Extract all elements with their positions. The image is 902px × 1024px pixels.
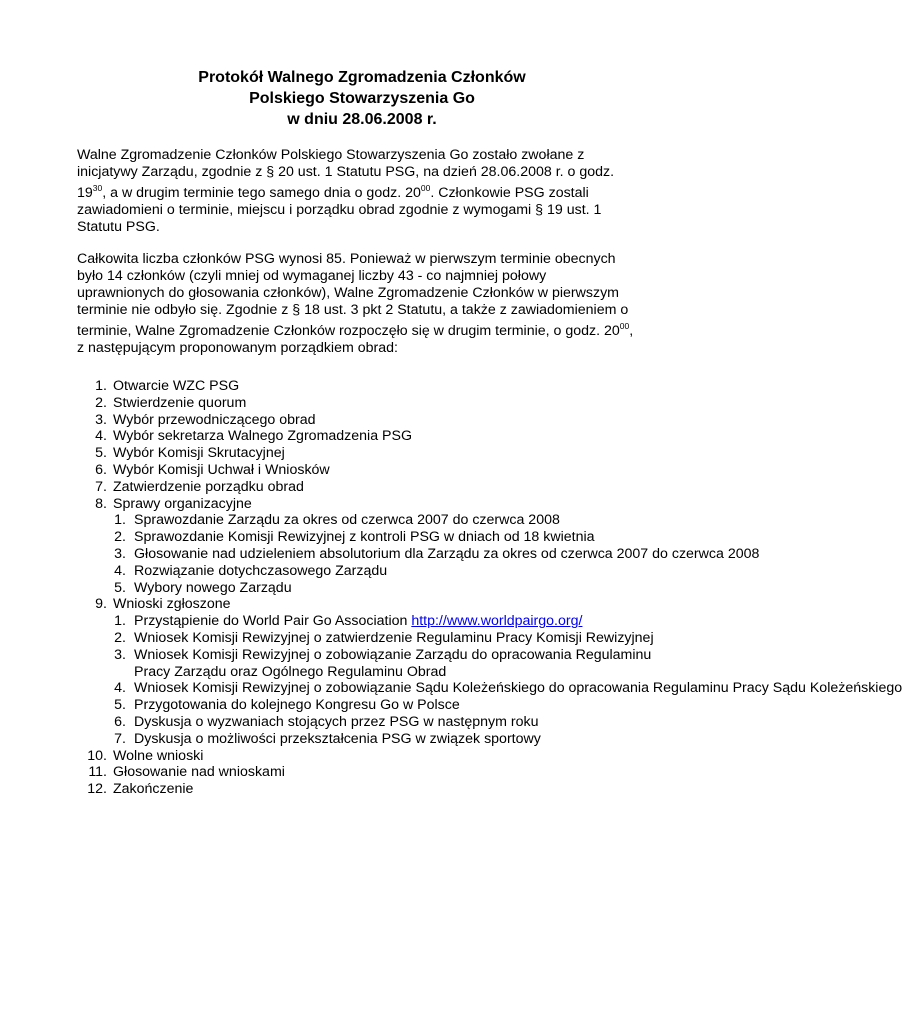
intro-paragraph bbox=[77, 147, 677, 236]
agenda-item bbox=[77, 428, 697, 445]
agenda-subitem-text: Sprawozdanie Komisji Rewizyjnej z kontroli PSG w dniach od 18 kwietnia bbox=[134, 529, 595, 546]
time-superscript: 30 bbox=[92, 183, 103, 193]
worldpairgo-link[interactable]: http://www.worldpairgo.org/ bbox=[411, 613, 583, 630]
agenda-item-text: Zatwierdzenie porządku obrad bbox=[113, 478, 304, 495]
agenda-item-text: Wnioski zgłoszone bbox=[113, 596, 231, 613]
agenda-item-number: 6. bbox=[95, 461, 107, 478]
quorum-line: Całkowita liczba członków PSG wynosi 85. Ponieważ w pierwszym terminie obecnych bbox=[77, 251, 616, 267]
agenda-item-text: Wybór Komisji Skrutacyjnej bbox=[113, 445, 285, 462]
agenda-item-text: Głosowanie nad wnioskami bbox=[113, 764, 285, 781]
agenda-item bbox=[77, 462, 697, 479]
agenda-item-text: Wybór sekretarza Walnego Zgromadzenia PSG bbox=[113, 428, 412, 445]
agenda-item bbox=[77, 395, 697, 412]
intro-line: zawiadomieni o terminie, miejscu i porządku obrad zgodnie z wymogami § 19 ust. 1 bbox=[77, 202, 602, 218]
agenda-item-number: 5. bbox=[95, 445, 107, 462]
agenda-item-text: Wybór Komisji Uchwał i Wniosków bbox=[113, 461, 330, 478]
agenda-subitem bbox=[77, 731, 697, 748]
quorum-line: było 14 członków (czyli mniej od wymaganej liczby 43 - co najmniej połowy bbox=[77, 268, 547, 284]
agenda-item bbox=[77, 781, 697, 798]
quorum-line: terminie nie odbyło się. Zgodnie z § 18 ust. 3 pkt 2 Statutu, a także z zawiadomieniem o bbox=[77, 302, 629, 318]
agenda-subitem-number: 2. bbox=[114, 629, 126, 646]
agenda-item-text: Otwarcie WZC PSG bbox=[113, 378, 240, 394]
agenda-subitem bbox=[77, 697, 697, 714]
agenda-item-text: Wolne wnioski bbox=[113, 747, 204, 764]
agenda-item bbox=[77, 378, 697, 395]
agenda-item-text: Sprawy organizacyjne bbox=[113, 495, 252, 512]
intro-line: $19^{30}$, a w drugim terminie tego samego dnia o godz. $20^{00}$. Członkowie PSG zostali bbox=[77, 183, 589, 201]
agenda-item-number: 7. bbox=[95, 478, 107, 495]
agenda-subitem bbox=[77, 545, 760, 563]
agenda-item-text: Zakończenie bbox=[113, 781, 194, 798]
title-line-2: Polskiego Stowarzyszenia Go bbox=[249, 90, 475, 107]
title-line-3: w dniu 28.06.2008 r. bbox=[287, 111, 437, 128]
agenda-item bbox=[77, 496, 697, 513]
agenda-subitem-number: 4. bbox=[114, 680, 126, 697]
agenda-item-number: 1. bbox=[95, 378, 107, 394]
agenda-subitem bbox=[77, 630, 697, 647]
agenda-subitem-number: 3. bbox=[114, 545, 126, 562]
quorum-paragraph bbox=[77, 251, 677, 357]
agenda-subitem-text: Dyskusja o wyzwaniach stojących przez PSG w następnym roku bbox=[134, 713, 539, 730]
agenda-item-number: 11. bbox=[88, 764, 107, 781]
agenda-subitem-text: Wniosek Komisji Rewizyjnej o zobowiązanie Zarządu do opracowania Regulaminu Pracy Zarządu oraz Ogólnego Regulaminu Obrad bbox=[134, 646, 652, 680]
agenda-item-text: Wybór przewodniczącego obrad bbox=[113, 411, 316, 428]
agenda-subitem-number: 5. bbox=[114, 579, 126, 596]
agenda-item bbox=[77, 445, 697, 462]
quorum-line: terminie, Walne Zgromadzenie Członków rozpoczęło się w drugim terminie, o godz. $20^{00}$, bbox=[77, 321, 634, 339]
agenda-item bbox=[77, 596, 697, 613]
agenda-subitem-number: 3. bbox=[114, 646, 126, 663]
agenda-item-number: 12. bbox=[87, 781, 107, 798]
quorum-line: uprawnionych do głosowania członków), Walne Zgromadzenie Członków w pierwszym bbox=[77, 285, 619, 301]
agenda-subitem-number: 1. bbox=[114, 512, 126, 529]
intro-line: Statutu PSG. bbox=[77, 219, 160, 235]
agenda-subitem-number: 1. bbox=[114, 613, 126, 630]
agenda-item bbox=[77, 764, 697, 781]
agenda-item-number: 2. bbox=[95, 394, 107, 411]
time-superscript: 00 bbox=[420, 183, 431, 193]
intro-line: inicjatywy Zarządu, zgodnie z § 20 ust. 1 Statutu PSG, na dzień 28.06.2008 r. o godz. bbox=[77, 164, 615, 180]
agenda-item-number: 10. bbox=[87, 747, 107, 764]
agenda-item-number: 9. bbox=[95, 596, 107, 613]
agenda-subitem bbox=[77, 512, 697, 529]
agenda-subitem bbox=[77, 563, 697, 580]
agenda-subitem-number: 5. bbox=[114, 697, 126, 714]
title-line-1: Protokół Walnego Zgromadzenia Członków bbox=[198, 69, 526, 86]
agenda-subitem-text: Głosowanie nad udzieleniem absolutorium dla Zarządu za okres od czerwca 2007 do czerwca 2008 bbox=[134, 545, 760, 562]
agenda-item bbox=[77, 748, 697, 765]
agenda-item-number: 3. bbox=[95, 411, 107, 428]
agenda-item bbox=[77, 412, 697, 429]
agenda-subitem bbox=[77, 529, 697, 546]
agenda-subitem-text: Wybory nowego Zarządu bbox=[134, 579, 292, 596]
quorum-line: z następującym proponowanym porządkiem obrad: bbox=[77, 340, 398, 356]
agenda-item-number: 4. bbox=[95, 428, 107, 445]
agenda-subitem-text: Rozwiązanie dotychczasowego Zarządu bbox=[134, 562, 388, 579]
agenda-subitem-number: 2. bbox=[114, 529, 126, 546]
agenda-item-number: 8. bbox=[95, 495, 107, 512]
agenda-subitem-text: Sprawozdanie Zarządu za okres od czerwca 2007 do czerwca 2008 bbox=[134, 512, 560, 529]
agenda-subitem-text: Wniosek Komisji Rewizyjnej o zobowiązanie Sądu Koleżeńskiego do opracowania Regulaminu Pracy Sądu Koleżeńskiego bbox=[134, 680, 902, 697]
agenda-subitem-text: Wniosek Komisji Rewizyjnej o zatwierdzenie Regulaminu Pracy Komisji Rewizyjnej bbox=[134, 629, 654, 646]
agenda-subitem bbox=[77, 647, 697, 681]
intro-line: Walne Zgromadzenie Członków Polskiego Stowarzyszenia Go zostało zwołane z bbox=[77, 147, 585, 163]
agenda-subitem-number: 4. bbox=[114, 562, 126, 579]
agenda-item bbox=[77, 479, 697, 496]
agenda-subitem-text: Przygotowania do kolejnego Kongresu Go w Polsce bbox=[134, 697, 460, 714]
agenda-subitem bbox=[77, 714, 697, 731]
agenda-subitem bbox=[77, 613, 697, 630]
agenda-subitem bbox=[77, 680, 902, 697]
agenda-item-text: Stwierdzenie quorum bbox=[113, 394, 247, 411]
agenda-subitem-number: 7. bbox=[114, 730, 126, 747]
agenda-subitem-text: Przystąpienie do World Pair Go Association http://www.worldpairgo.org/ bbox=[134, 613, 583, 630]
agenda-subitem-text: Dyskusja o możliwości przekształcenia PSG w związek sportowy bbox=[134, 730, 541, 747]
time-superscript: 00 bbox=[619, 321, 630, 331]
agenda-list bbox=[77, 378, 902, 798]
agenda-subitem bbox=[77, 580, 697, 597]
agenda-subitem-number: 6. bbox=[114, 713, 126, 730]
